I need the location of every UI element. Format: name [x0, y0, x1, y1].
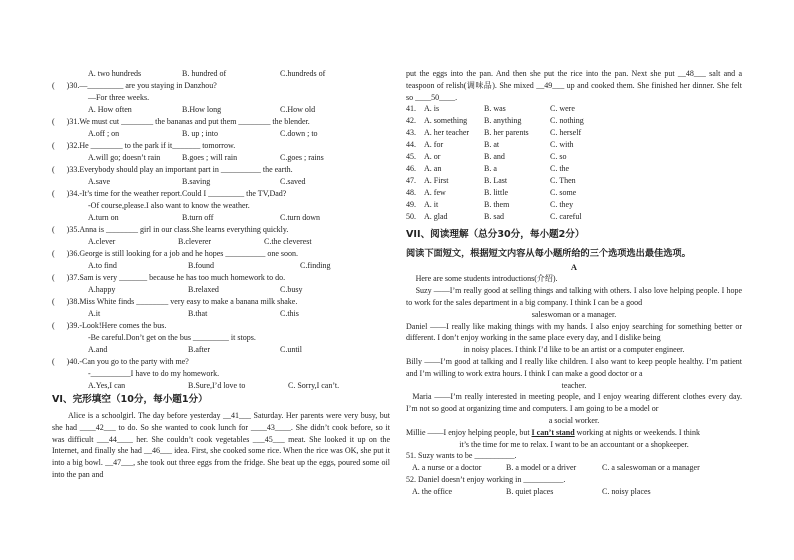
question-34-options	[52, 212, 390, 224]
answer-row-46: 46. A. an B. a C. the	[406, 164, 570, 174]
question-38: ( )38.Miss White finds ________ very easy to make a banana milk shake.	[52, 297, 298, 306]
question-51-options	[406, 462, 742, 474]
question-39-options	[52, 344, 390, 356]
question-33-options	[52, 176, 390, 188]
question-36-options	[52, 260, 390, 272]
answer-row-47: 47. A. First B. Last C. Then	[406, 176, 576, 186]
section-cloze-heading: VI、完形填空（10分，每小题1分）	[52, 394, 208, 405]
profile-millie: Millie ——I enjoy helping people, but I can’t stand working at nights or weekends. I think	[406, 427, 700, 437]
option-b: B.found	[188, 261, 214, 270]
option-b: B.after	[188, 345, 210, 354]
option-c: C.How old	[280, 105, 316, 114]
option-a: A.and	[88, 345, 108, 354]
answer-row-41: 41. A. is B. was C. were	[406, 104, 575, 114]
answer-row-42: 42. A. something B. anything C. nothing	[406, 116, 584, 126]
answer-row-44: 44. A. for B. at C. with	[406, 140, 574, 150]
question-30-reply: —For three weeks.	[88, 93, 150, 102]
question-40-reply: -__________I have to do my homework.	[88, 369, 220, 378]
question-39-reply: -Be careful.Don’t get on the bus _________ it stops.	[88, 333, 256, 342]
option-c: C. noisy places	[602, 487, 651, 497]
question-29-options	[52, 68, 390, 80]
option-a: A. How often	[88, 105, 132, 114]
option-b: B. quiet places	[506, 487, 554, 497]
profile-daniel: Daniel ——I really like making things with my hands. I also enjoy searching for something better or different. I don’t enjoy working in the same place every day, and I dislike being	[406, 321, 742, 343]
question-37: ( )37.Sam is very _______ because he has too much homework to do.	[52, 273, 286, 282]
question-34: ( )34.-It’s time for the weather report.Could I _________ the TV,Dad?	[52, 189, 287, 198]
section-reading-heading: VII、阅读理解（总分30分，每小题2分）	[406, 229, 585, 241]
question-40: ( )40.-Can you go to the party with me?	[52, 357, 189, 366]
option-b: B.turn off	[182, 213, 214, 222]
question-34-reply: -Of course,please.I also want to know the weather.	[88, 201, 250, 210]
option-c: C.finding	[300, 261, 331, 270]
question-52-options	[406, 486, 742, 498]
underlined-phrase: I can’t stand	[531, 427, 575, 437]
option-c: C.until	[280, 345, 303, 354]
question-32: ( )32.He ________ to the park if it_______ tomorrow.	[52, 141, 236, 150]
question-38-options	[52, 308, 390, 320]
profile-billy: Billy ——I’m good at talking and I really like children. I also want to keep people healthy. I’m patient and I’m willing to work extra hours. I think I can make a good doctor or a	[406, 356, 742, 378]
option-a: A.clever	[88, 237, 116, 246]
passage-label: A	[570, 262, 578, 273]
cloze-passage: Alice is a schoolgirl. The day before yesterday __41___ Saturday. Her parents were very busy, but she had ____42___ to do. So she wanted to cook lunch for ____43____. She didn’t cook before, so it was difficult ___44____ her. She couldn’t cook vegetables ___45___ meat. She looked it up on the Internet, and finally she had __46___ idea. First, she cooked some rice. When the rice was OK, she put it into a big bowl. __47___, she took out three eggs from the fridge. She beat up the eggs, poured some oil into the pan and	[52, 411, 390, 479]
option-c: C.busy	[280, 285, 303, 294]
option-c: C. Sorry,I can’t.	[288, 381, 340, 390]
profile-billy-end: teacher.	[561, 380, 587, 390]
option-b: B. up ; into	[182, 129, 219, 138]
question-36: ( )36.George is still looking for a job and he hopes __________ one soon.	[52, 249, 299, 258]
profile-daniel-end: in noisy places. I think I’d like to be an artist or a computer engineer.	[463, 345, 685, 355]
right-column	[406, 68, 742, 498]
profile-suzy: Suzy ——I’m really good at selling things and talking with others. I also love helping people. I hope to work for the sales department in a big company. I think I can be a good	[406, 286, 742, 307]
option-a: A.happy	[88, 285, 116, 294]
answer-row-50: 50. A. glad B. sad C. careful	[406, 212, 582, 222]
question-32-options	[52, 152, 390, 164]
option-b: B.Sure,I’d love to	[188, 381, 246, 390]
answer-row-43: 43. A. her teacher B. her parents C. herself	[406, 128, 582, 138]
profile-suzy-end: saleswoman or a manager.	[531, 309, 617, 319]
question-51: 51. Suzy wants to be __________.	[406, 451, 517, 461]
answer-row-48: 48. A. few B. little C. some	[406, 188, 577, 198]
reading-instruction: 阅读下面短文，根据短文内容从每小题所给的三个选项选出最佳选项。	[406, 248, 691, 260]
question-33: ( )33.Everybody should play an important part in __________ the earth.	[52, 165, 293, 174]
reading-intro: Here are some students introductions(介绍).	[415, 274, 558, 284]
question-31-options	[52, 128, 390, 140]
option-b: B.cleverer	[178, 237, 212, 246]
option-b: B. hundred of	[182, 69, 227, 78]
option-c: C.the cleverest	[264, 237, 312, 246]
option-c: C.down ; to	[280, 129, 318, 138]
option-b: B.that	[188, 309, 208, 318]
question-35: ( )35.Anna is ________ girl in our class.She learns everything quickly.	[52, 225, 289, 234]
option-c: C.this	[280, 309, 299, 318]
profile-maria-end: a social worker.	[548, 415, 600, 425]
option-c: C.goes ; rains	[280, 153, 324, 162]
option-c: C.saved	[280, 177, 306, 186]
answer-row-49: 49. A. it B. them C. they	[406, 200, 574, 210]
profile-millie-end: it’s the time for me to relax. I want to be an accountant or a shopkeeper.	[459, 439, 689, 449]
option-a: A. the office	[412, 487, 453, 497]
option-b: B. a model or a driver	[506, 463, 577, 473]
option-a: A. two hundreds	[88, 69, 142, 78]
question-35-options	[52, 236, 390, 248]
option-c: C. a saleswoman or a manager	[602, 463, 700, 473]
option-a: A.off ; on	[88, 129, 120, 138]
cloze-answer-options	[406, 103, 742, 223]
option-a: A.to find	[88, 261, 117, 270]
left-column	[52, 68, 390, 481]
cloze-passage-continued: put the eggs into the pan. And then she put the rice into the pan. Next she put __48___ salt and a teaspoon of relish(调味品). She mixed __49___ up and cooked them. She finished her dinner. She felt so ____50____.	[406, 69, 742, 102]
option-b: B.How long	[182, 105, 222, 114]
answer-row-45: 45. A. or B. and C. so	[406, 152, 567, 162]
option-b: B.relaxed	[188, 285, 219, 294]
option-b: B.goes ; will rain	[182, 153, 238, 162]
option-a: A.Yes,I can	[88, 381, 126, 390]
question-39: ( )39.-Look!Here comes the bus.	[52, 321, 167, 330]
question-30: ( )30.—_________ are you staying in Danzhou?	[52, 81, 217, 90]
question-52: 52. Daniel doesn’t enjoy working in __________.	[406, 475, 566, 485]
option-a: A.save	[88, 177, 110, 186]
option-c: C.turn down	[280, 213, 320, 222]
option-b: B.saving	[182, 177, 211, 186]
option-c: C.hundreds of	[280, 69, 326, 78]
question-37-options	[52, 284, 390, 296]
profile-maria: Maria ——I’m really interested in meeting people, and I enjoy wearing different clothes every day. I’m not so good at organizing time and computers. I am going to be a model or	[406, 392, 742, 414]
question-40-options	[52, 380, 390, 392]
question-31: ( )31.We must cut ________ the bananas and put them ________ the blender.	[52, 117, 310, 126]
option-a: A.it	[88, 309, 101, 318]
option-a: A.will go; doesn’t rain	[88, 153, 161, 162]
question-30-options	[52, 104, 390, 116]
option-a: A.turn on	[88, 213, 119, 222]
option-a: A. a nurse or a doctor	[412, 463, 482, 473]
